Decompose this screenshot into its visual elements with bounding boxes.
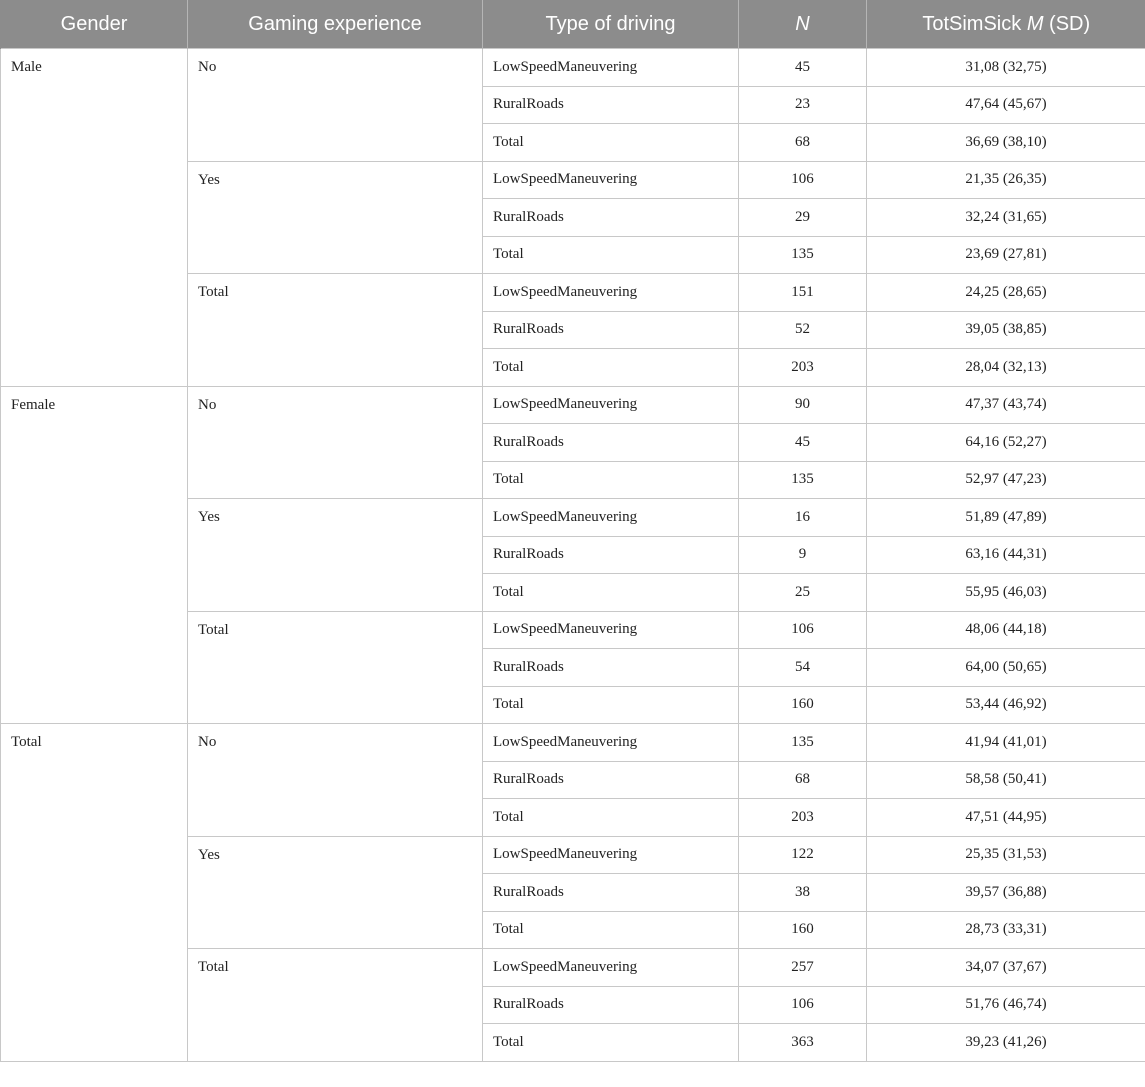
header-totsimsick-m: M (1026, 12, 1044, 35)
totsimsick-cell: 55,95 (46,03) (867, 574, 1145, 612)
driving-type-cell: RuralRoads (483, 986, 739, 1024)
gaming-experience-cell: No (188, 49, 483, 162)
driving-type-cell: LowSpeedManeuvering (483, 49, 739, 87)
driving-type-cell: Total (483, 461, 739, 499)
header-totsimsick-suffix: (SD) (1043, 12, 1091, 35)
n-cell: 68 (739, 761, 867, 799)
gaming-experience-cell: Yes (188, 161, 483, 274)
n-cell: 160 (739, 911, 867, 949)
header-n (739, 0, 867, 49)
totsimsick-cell: 52,97 (47,23) (867, 461, 1145, 499)
header-n-label: N (795, 12, 810, 35)
totsimsick-cell: 53,44 (46,92) (867, 686, 1145, 724)
totsimsick-cell: 28,04 (32,13) (867, 349, 1145, 387)
totsimsick-cell: 48,06 (44,18) (867, 611, 1145, 649)
driving-type-cell: LowSpeedManeuvering (483, 724, 739, 762)
totsimsick-cell: 34,07 (37,67) (867, 949, 1145, 987)
driving-type-cell: Total (483, 911, 739, 949)
driving-type-cell: LowSpeedManeuvering (483, 611, 739, 649)
totsimsick-cell: 47,51 (44,95) (867, 799, 1145, 837)
n-cell: 9 (739, 536, 867, 574)
n-cell: 29 (739, 199, 867, 237)
header-totsimsick-prefix: TotSimSick (922, 12, 1027, 35)
n-cell: 45 (739, 424, 867, 462)
n-cell: 45 (739, 49, 867, 87)
n-cell: 151 (739, 274, 867, 312)
header-totsimsick (867, 0, 1145, 49)
n-cell: 90 (739, 386, 867, 424)
driving-type-cell: RuralRoads (483, 199, 739, 237)
n-cell: 135 (739, 724, 867, 762)
n-cell: 38 (739, 874, 867, 912)
n-cell: 106 (739, 161, 867, 199)
table-row (1, 724, 1145, 762)
driving-type-cell: RuralRoads (483, 761, 739, 799)
driving-type-cell: RuralRoads (483, 874, 739, 912)
totsimsick-cell: 28,73 (33,31) (867, 911, 1145, 949)
gaming-experience-cell: Yes (188, 836, 483, 949)
n-cell: 160 (739, 686, 867, 724)
totsimsick-cell: 39,23 (41,26) (867, 1024, 1145, 1062)
table-row (1, 386, 1145, 424)
driving-type-cell: Total (483, 349, 739, 387)
gaming-experience-cell: Total (188, 611, 483, 724)
table-row (1, 49, 1145, 87)
driving-type-cell: Total (483, 124, 739, 162)
totsimsick-cell: 51,76 (46,74) (867, 986, 1145, 1024)
driving-type-cell: LowSpeedManeuvering (483, 386, 739, 424)
n-cell: 54 (739, 649, 867, 687)
n-cell: 257 (739, 949, 867, 987)
driving-type-cell: LowSpeedManeuvering (483, 274, 739, 312)
driving-type-cell: Total (483, 686, 739, 724)
totsimsick-cell: 41,94 (41,01) (867, 724, 1145, 762)
totsimsick-cell: 39,05 (38,85) (867, 311, 1145, 349)
totsimsick-cell: 39,57 (36,88) (867, 874, 1145, 912)
n-cell: 203 (739, 349, 867, 387)
totsimsick-cell: 36,69 (38,10) (867, 124, 1145, 162)
driving-type-cell: LowSpeedManeuvering (483, 499, 739, 537)
totsimsick-cell: 47,64 (45,67) (867, 86, 1145, 124)
n-cell: 25 (739, 574, 867, 612)
header-gaming-experience: Gaming experience (188, 0, 483, 49)
gender-cell: Total (1, 724, 188, 1062)
header-type-of-driving: Type of driving (483, 0, 739, 49)
driving-type-cell: Total (483, 799, 739, 837)
driving-type-cell: RuralRoads (483, 86, 739, 124)
driving-type-cell: RuralRoads (483, 311, 739, 349)
totsimsick-cell: 64,16 (52,27) (867, 424, 1145, 462)
driving-type-cell: RuralRoads (483, 649, 739, 687)
n-cell: 203 (739, 799, 867, 837)
totsimsick-cell: 25,35 (31,53) (867, 836, 1145, 874)
totsimsick-cell: 23,69 (27,81) (867, 236, 1145, 274)
totsimsick-cell: 47,37 (43,74) (867, 386, 1145, 424)
n-cell: 135 (739, 461, 867, 499)
gender-cell: Female (1, 386, 188, 724)
totsimsick-cell: 64,00 (50,65) (867, 649, 1145, 687)
header-gender: Gender (1, 0, 188, 49)
totsimsick-cell: 24,25 (28,65) (867, 274, 1145, 312)
table-header (1, 0, 1145, 49)
gender-cell: Male (1, 49, 188, 387)
totsimsick-cell: 31,08 (32,75) (867, 49, 1145, 87)
driving-type-cell: Total (483, 1024, 739, 1062)
driving-type-cell: Total (483, 236, 739, 274)
n-cell: 106 (739, 611, 867, 649)
n-cell: 363 (739, 1024, 867, 1062)
header-row (1, 0, 1145, 49)
totsimsick-cell: 21,35 (26,35) (867, 161, 1145, 199)
totsimsick-cell: 32,24 (31,65) (867, 199, 1145, 237)
n-cell: 23 (739, 86, 867, 124)
gaming-experience-cell: Total (188, 274, 483, 387)
gaming-experience-cell: No (188, 724, 483, 837)
n-cell: 52 (739, 311, 867, 349)
totsimsick-cell: 51,89 (47,89) (867, 499, 1145, 537)
driving-type-cell: RuralRoads (483, 536, 739, 574)
driving-type-cell: RuralRoads (483, 424, 739, 462)
gaming-experience-cell: Total (188, 949, 483, 1062)
driving-type-cell: LowSpeedManeuvering (483, 161, 739, 199)
driving-type-cell: Total (483, 574, 739, 612)
table-body (1, 49, 1145, 1062)
n-cell: 135 (739, 236, 867, 274)
driving-type-cell: LowSpeedManeuvering (483, 949, 739, 987)
gaming-experience-cell: No (188, 386, 483, 499)
n-cell: 106 (739, 986, 867, 1024)
totsimsick-cell: 58,58 (50,41) (867, 761, 1145, 799)
n-cell: 122 (739, 836, 867, 874)
gaming-experience-cell: Yes (188, 499, 483, 612)
driving-type-cell: LowSpeedManeuvering (483, 836, 739, 874)
totsimsick-cell: 63,16 (44,31) (867, 536, 1145, 574)
n-cell: 16 (739, 499, 867, 537)
n-cell: 68 (739, 124, 867, 162)
